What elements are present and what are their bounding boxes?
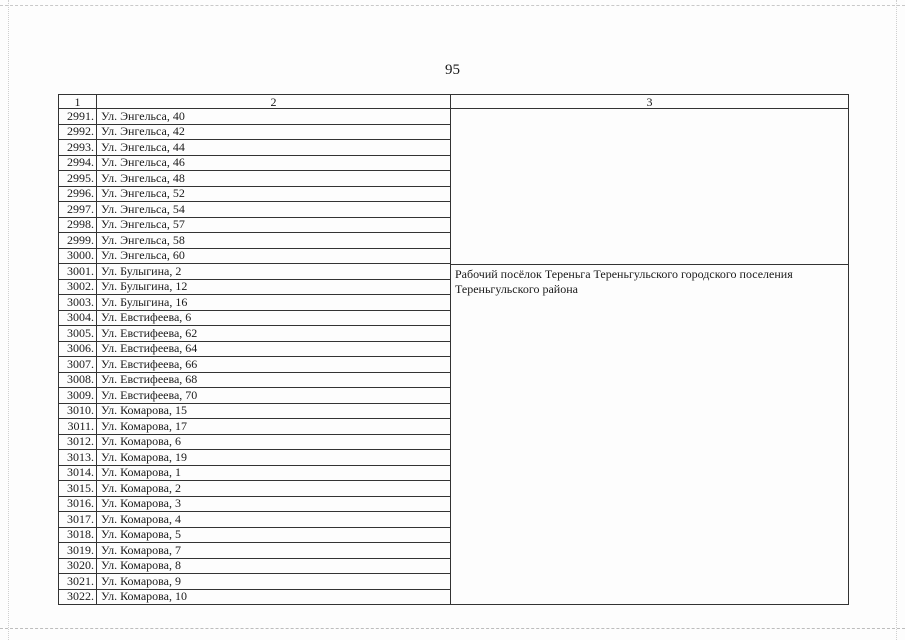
row-address: Ул. Комарова, 5: [97, 527, 451, 543]
row-address: Ул. Евстифеева, 66: [97, 357, 451, 373]
scan-edge-top: [0, 0, 905, 6]
settlement-text: Рабочий посёлок Тереньга Тереньгульского городского поселения Тереньгульского района: [451, 264, 848, 591]
header-col-2: 2: [97, 95, 451, 109]
row-address: Ул. Булыгина, 12: [97, 279, 451, 295]
row-address: Ул. Евстифеева, 70: [97, 388, 451, 404]
row-address: Ул. Комарова, 3: [97, 496, 451, 512]
settlement-empty-area: [451, 109, 848, 264]
row-address: Ул. Энгельса, 58: [97, 233, 451, 249]
row-number: 3022.: [59, 589, 97, 605]
row-number: 2993.: [59, 140, 97, 156]
row-number: 3001.: [59, 264, 97, 280]
row-address: Ул. Энгельса, 48: [97, 171, 451, 187]
row-number: 3014.: [59, 465, 97, 481]
settlement-cell: [451, 109, 849, 605]
row-address: Ул. Энгельса, 44: [97, 140, 451, 156]
row-address: Ул. Булыгина, 16: [97, 295, 451, 311]
row-address: Ул. Евстифеева, 68: [97, 372, 451, 388]
row-address: Ул. Комарова, 7: [97, 543, 451, 559]
row-number: 3018.: [59, 527, 97, 543]
page-number: 95: [445, 62, 460, 78]
table-row: [59, 109, 849, 125]
row-address: Ул. Комарова, 17: [97, 419, 451, 435]
row-address: Ул. Комарова, 9: [97, 574, 451, 590]
row-number: 2998.: [59, 217, 97, 233]
scan-edge-bottom: [0, 628, 905, 630]
row-address: Ул. Комарова, 4: [97, 512, 451, 528]
row-number: 3007.: [59, 357, 97, 373]
row-number: 2996.: [59, 186, 97, 202]
row-number: 2995.: [59, 171, 97, 187]
row-address: Ул. Энгельса, 52: [97, 186, 451, 202]
row-address: Ул. Комарова, 1: [97, 465, 451, 481]
settlement-wrap: [451, 109, 848, 591]
row-number: 3010.: [59, 403, 97, 419]
row-address: Ул. Евстифеева, 64: [97, 341, 451, 357]
row-number: 3011.: [59, 419, 97, 435]
header-row: [59, 95, 849, 109]
row-number: 2999.: [59, 233, 97, 249]
row-number: 3009.: [59, 388, 97, 404]
row-number: 3019.: [59, 543, 97, 559]
header-col-3: 3: [451, 95, 849, 109]
row-address: Ул. Булыгина, 2: [97, 264, 451, 280]
row-address: Ул. Энгельса, 54: [97, 202, 451, 218]
row-number: 3006.: [59, 341, 97, 357]
row-address: Ул. Евстифеева, 62: [97, 326, 451, 342]
row-address: Ул. Энгельса, 42: [97, 124, 451, 140]
row-address: Ул. Комарова, 2: [97, 481, 451, 497]
row-number: 3015.: [59, 481, 97, 497]
row-number: 2992.: [59, 124, 97, 140]
scan-edge-left: [8, 0, 9, 640]
row-number: 3000.: [59, 248, 97, 264]
row-number: 3003.: [59, 295, 97, 311]
row-number: 3020.: [59, 558, 97, 574]
row-address: Ул. Энгельса, 40: [97, 109, 451, 125]
row-number: 3017.: [59, 512, 97, 528]
row-number: 3004.: [59, 310, 97, 326]
header-col-1: 1: [59, 95, 97, 109]
scan-edge-right: [896, 0, 897, 640]
row-number: 3016.: [59, 496, 97, 512]
row-address: Ул. Энгельса, 46: [97, 155, 451, 171]
row-address: Ул. Комарова, 6: [97, 434, 451, 450]
row-address: Ул. Комарова, 8: [97, 558, 451, 574]
row-address: Ул. Евстифеева, 6: [97, 310, 451, 326]
address-table: [58, 94, 849, 605]
row-address: Ул. Энгельса, 60: [97, 248, 451, 264]
row-number: 2994.: [59, 155, 97, 171]
row-number: 3005.: [59, 326, 97, 342]
row-number: 2991.: [59, 109, 97, 125]
row-number: 3012.: [59, 434, 97, 450]
row-address: Ул. Комарова, 15: [97, 403, 451, 419]
table-body: [59, 109, 849, 605]
row-number: 3021.: [59, 574, 97, 590]
row-number: 3002.: [59, 279, 97, 295]
row-address: Ул. Энгельса, 57: [97, 217, 451, 233]
row-address: Ул. Комарова, 19: [97, 450, 451, 466]
row-address: Ул. Комарова, 10: [97, 589, 451, 605]
row-number: 3013.: [59, 450, 97, 466]
row-number: 2997.: [59, 202, 97, 218]
row-number: 3008.: [59, 372, 97, 388]
